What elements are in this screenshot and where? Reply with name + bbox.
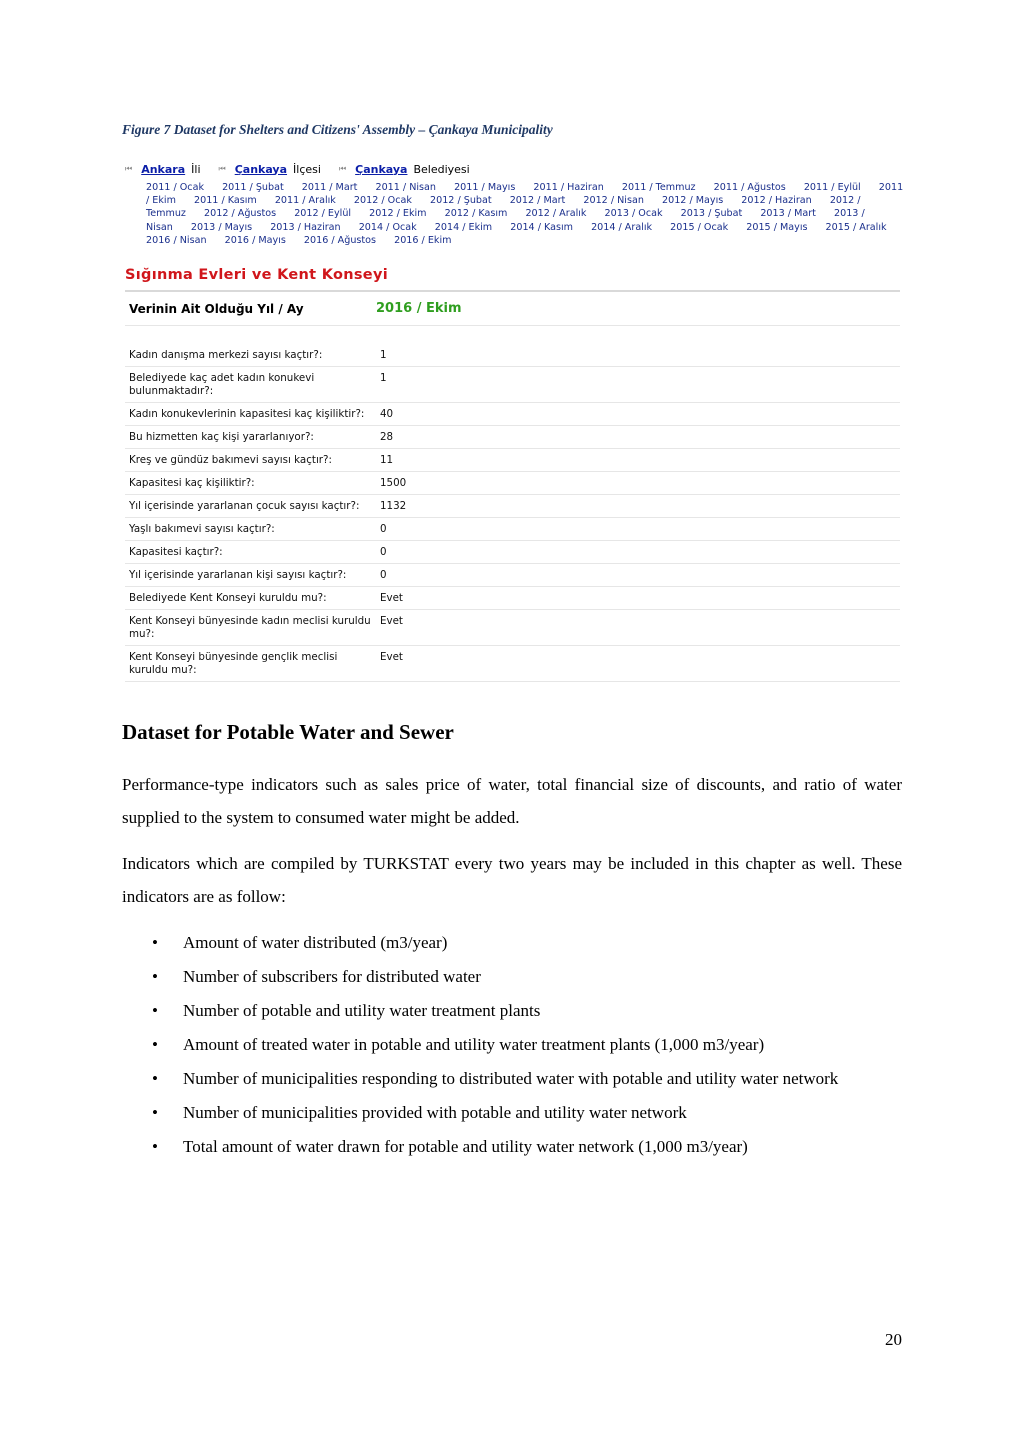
table-row	[125, 367, 900, 403]
row-value: 1132	[380, 500, 407, 513]
period-link[interactable]: 2015 / Ocak	[670, 221, 729, 233]
paragraph-2: Indicators which are compiled by TURKSTAT every two years may be included in this chapter as well. These indicators are as follow:	[122, 854, 902, 906]
row-label: Yaşlı bakımevi sayısı kaçtır?:	[129, 523, 275, 536]
period-link[interactable]: 2014 / Ekim	[434, 221, 493, 233]
table-row	[125, 646, 900, 682]
table-row	[125, 449, 900, 472]
list-item: • Number of subscribers for distributed water	[122, 960, 922, 994]
period-link[interactable]: 2016 / Mayıs	[224, 234, 286, 246]
row-value: 0	[380, 569, 387, 582]
period-link[interactable]: 2011 / Temmuz	[621, 182, 696, 193]
table-row	[125, 518, 900, 541]
list-item: • Amount of water distributed (m3/year)	[122, 926, 922, 960]
row-value: Evet	[380, 592, 403, 605]
period-link[interactable]: 2011 / Eylül	[803, 182, 861, 193]
list-item: • Amount of treated water in potable and utility water treatment plants (1,000 m3/year)	[122, 1028, 922, 1062]
period-link[interactable]: 2013 / Şubat	[680, 208, 743, 220]
row-label: Kadın konukevlerinin kapasitesi kaç kişiliktir?:	[129, 408, 365, 421]
period-link[interactable]: 2013 / Mart	[760, 208, 816, 220]
period-link[interactable]: 2013 / Haziran	[270, 221, 341, 233]
list-item: • Number of potable and utility water treatment plants	[122, 994, 922, 1028]
breadcrumb-province-suffix: İli	[191, 162, 201, 176]
period-header-label: Verinin Ait Olduğu Yıl / Ay	[129, 301, 304, 316]
row-value: 40	[380, 408, 394, 421]
period-link[interactable]: 2013 / Ocak	[604, 208, 663, 220]
period-link[interactable]: 2012 / Ağustos	[204, 208, 277, 220]
period-link[interactable]: 2012 / Aralık	[525, 208, 587, 220]
breadcrumb-district-suffix: İlçesi	[293, 162, 321, 176]
table-row	[125, 495, 900, 518]
row-label: Kent Konseyi bünyesinde kadın meclisi kuruldu mu?:	[129, 615, 371, 641]
list-item: • Total amount of water drawn for potable and utility water network (1,000 m3/year)	[122, 1130, 922, 1164]
period-link[interactable]: 2011 / Ocak	[146, 182, 205, 193]
row-label: Kadın danışma merkezi sayısı kaçtır?:	[129, 349, 323, 362]
breadcrumb-municipality-link[interactable]: Çankaya	[355, 162, 408, 176]
table-row	[125, 344, 900, 367]
row-value: 1500	[380, 477, 407, 490]
period-link[interactable]: 2012 / Şubat	[429, 195, 492, 207]
row-value: 1	[380, 372, 387, 385]
row-value: 0	[380, 546, 387, 559]
data-table	[125, 344, 900, 682]
row-label: Yıl içerisinde yararlanan çocuk sayısı kaçtır?:	[129, 500, 360, 513]
section-title: Sığınma Evleri ve Kent Konseyi	[125, 267, 388, 284]
period-link[interactable]: 2012 / Ocak	[353, 195, 412, 207]
row-value: Evet	[380, 651, 403, 664]
period-link[interactable]: 2013 / Nisan	[146, 208, 865, 233]
breadcrumb	[125, 160, 900, 178]
breadcrumb-province-link[interactable]: Ankara	[141, 162, 186, 176]
breadcrumb-municipality-suffix: Belediyesi	[413, 162, 470, 176]
row-label: Yıl içerisinde yararlanan kişi sayısı kaçtır?:	[129, 569, 347, 582]
table-row	[125, 587, 900, 610]
period-link[interactable]: 2012 / Eylül	[294, 208, 352, 220]
row-value: 0	[380, 523, 387, 536]
row-label: Belediyede kaç adet kadın konukevi bulunmaktadır?:	[129, 372, 315, 398]
row-label: Kent Konseyi bünyesinde gençlik meclisi kuruldu mu?:	[129, 651, 338, 677]
period-link[interactable]: 2011 / Kasım	[193, 195, 257, 207]
row-value: 1	[380, 349, 387, 362]
row-label: Kreş ve gündüz bakımevi sayısı kaçtır?:	[129, 454, 332, 467]
nav-arrow-icon: ⏮	[338, 164, 347, 173]
row-label: Kapasitesi kaçtır?:	[129, 546, 223, 559]
period-link[interactable]: 2014 / Aralık	[591, 221, 653, 233]
period-header-value: 2016 / Ekim	[376, 301, 462, 317]
period-link[interactable]: 2011 / Mart	[301, 182, 358, 193]
period-link[interactable]: 2011 / Nisan	[375, 182, 437, 193]
period-link[interactable]: 2012 / Haziran	[741, 195, 812, 207]
page-number: 20	[885, 1330, 902, 1349]
section-heading: Dataset for Potable Water and Sewer	[122, 720, 454, 744]
period-link[interactable]: 2011 / Ağustos	[713, 182, 786, 193]
paragraph-1: Performance-type indicators such as sales price of water, total financial size of discounts, and ratio of water supplied to the system to consumed water might be added.	[122, 775, 902, 827]
nav-arrow-icon: ⏮	[218, 164, 226, 173]
period-link[interactable]: 2012 / Mart	[509, 195, 566, 207]
period-link[interactable]: 2013 / Mayıs	[190, 221, 253, 233]
period-link[interactable]: 2015 / Mayıs	[746, 221, 808, 233]
period-link[interactable]: 2011 / Haziran	[533, 182, 604, 193]
period-link[interactable]: 2014 / Ocak	[358, 221, 417, 233]
row-value: 11	[380, 454, 394, 467]
table-row	[125, 541, 900, 564]
list-item: • Number of municipalities responding to distributed water with potable and utility water network	[122, 1062, 922, 1096]
breadcrumb-district-link[interactable]: Çankaya	[234, 162, 288, 176]
period-link[interactable]: 2015 / Aralık	[825, 221, 887, 233]
period-link[interactable]: 2016 / Ağustos	[303, 234, 377, 246]
period-link[interactable]: 2011 / Şubat	[222, 182, 284, 193]
period-link[interactable]: 2012 / Kasım	[444, 208, 508, 220]
table-row	[125, 564, 900, 587]
period-link[interactable]: 2011 / Ekim	[146, 182, 904, 207]
table-row	[125, 610, 900, 646]
nav-arrow-icon: ⏮	[125, 164, 133, 173]
period-link[interactable]: 2011 / Mayıs	[454, 182, 516, 193]
period-link[interactable]: 2012 / Ekim	[369, 208, 427, 220]
period-header-row	[125, 292, 900, 326]
period-link[interactable]: 2011 / Aralık	[274, 195, 336, 207]
period-link[interactable]: 2016 / Ekim	[394, 234, 452, 246]
figure-caption: Figure 7 Dataset for Shelters and Citizens' Assembly – Çankaya Municipality	[122, 122, 553, 137]
row-label: Bu hizmetten kaç kişi yararlanıyor?:	[129, 431, 314, 444]
table-row	[125, 472, 900, 495]
period-link[interactable]: 2012 / Temmuz	[146, 195, 861, 220]
row-label: Kapasitesi kaç kişiliktir?:	[129, 477, 255, 490]
row-value: Evet	[380, 615, 403, 628]
table-row	[125, 426, 900, 449]
period-links	[146, 181, 906, 247]
period-link[interactable]: 2016 / Nisan	[146, 234, 207, 246]
row-value: 28	[380, 431, 394, 444]
table-row	[125, 403, 900, 426]
embedded-screenshot	[125, 160, 904, 682]
period-link[interactable]: 2012 / Mayıs	[661, 195, 724, 207]
row-label: Belediyede Kent Konseyi kuruldu mu?:	[129, 592, 327, 605]
indicator-list	[122, 926, 922, 1164]
list-item: • Number of municipalities provided with potable and utility water network	[122, 1096, 922, 1130]
period-link[interactable]: 2014 / Kasım	[510, 221, 573, 233]
period-link[interactable]: 2012 / Nisan	[583, 195, 644, 207]
